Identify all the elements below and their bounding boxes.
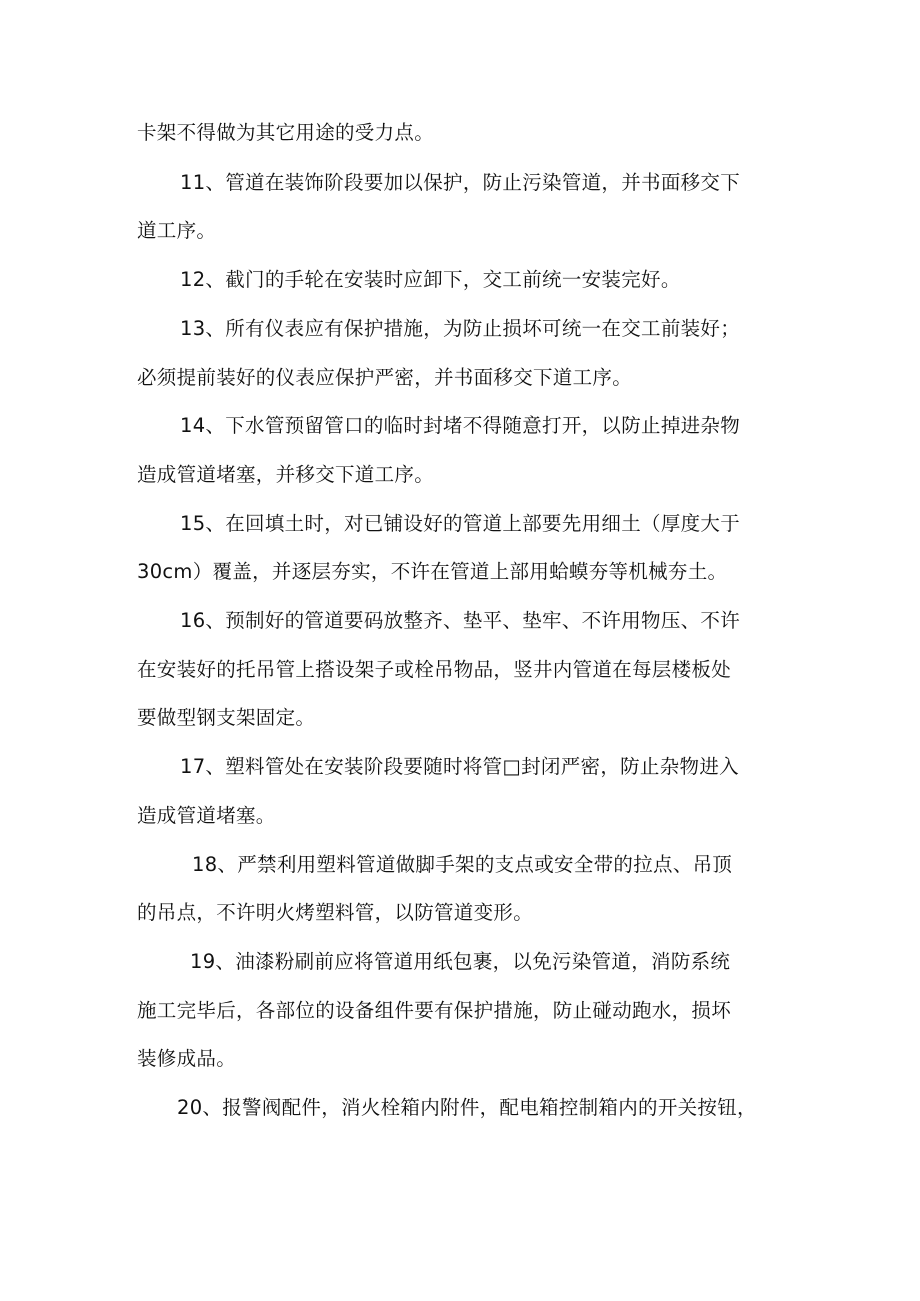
text-line: 14、下水管预留管口的临时封堵不得随意打开，以防止掉进杂物 (180, 414, 741, 437)
text-line: 造成管道堵塞，并移交下道工序。 (137, 463, 435, 486)
text-line: 道工序。 (137, 219, 217, 242)
text-line: 16、预制好的管道要码放整齐、垫平、垫牢、不许用物压、不许 (180, 609, 741, 632)
text-line: 11、管道在装饰阶段要加以保护，防止污染管道，并书面移交下 (180, 171, 741, 194)
text-line: 要做型钢支架固定。 (137, 706, 316, 729)
text-line: 17、塑料管处在安装阶段要随时将管□封闭严密，防止杂物进入 (180, 755, 739, 778)
text-line: 18、严禁利用塑料管道做脚手架的支点或安全带的拉点、吊顶 (192, 853, 733, 876)
text-line: 13、所有仪表应有保护措施，为防止损坏可统一在交工前装好； (180, 317, 741, 340)
text-line: 的吊点，不许明火烤塑料管，以防管道变形。 (137, 901, 534, 924)
text-line: 30cm）覆盖，并逐层夯实，不许在管道上部用蛤蟆夯等机械夯土。 (137, 560, 728, 583)
text-line: 卡架不得做为其它用途的受力点。 (137, 121, 435, 144)
text-line: 15、在回填土时，对已铺设好的管道上部要先用细土（厚度大于 (180, 512, 741, 535)
text-line: 必须提前装好的仪表应保护严密，并书面移交下道工序。 (137, 366, 633, 389)
text-line: 装修成品。 (137, 1047, 237, 1070)
text-line: 19、油漆粉刷前应将管道用纸包裹，以免污染管道，消防系统 (190, 950, 731, 973)
text-line: 在安装好的托吊管上搭设架子或栓吊物品，竖井内管道在每层楼板处 (137, 658, 732, 681)
text-line: 12、截门的手轮在安装时应卸下，交工前统一安装完好。 (180, 268, 681, 291)
text-line: 造成管道堵塞。 (137, 804, 276, 827)
text-line: 施工完毕后，各部位的设备组件要有保护措施，防止碰动跑水，损坏 (137, 999, 732, 1022)
text-line: 20、报警阀配件，消火栓箱内附件，配电箱控制箱内的开关按钮， (177, 1096, 757, 1119)
